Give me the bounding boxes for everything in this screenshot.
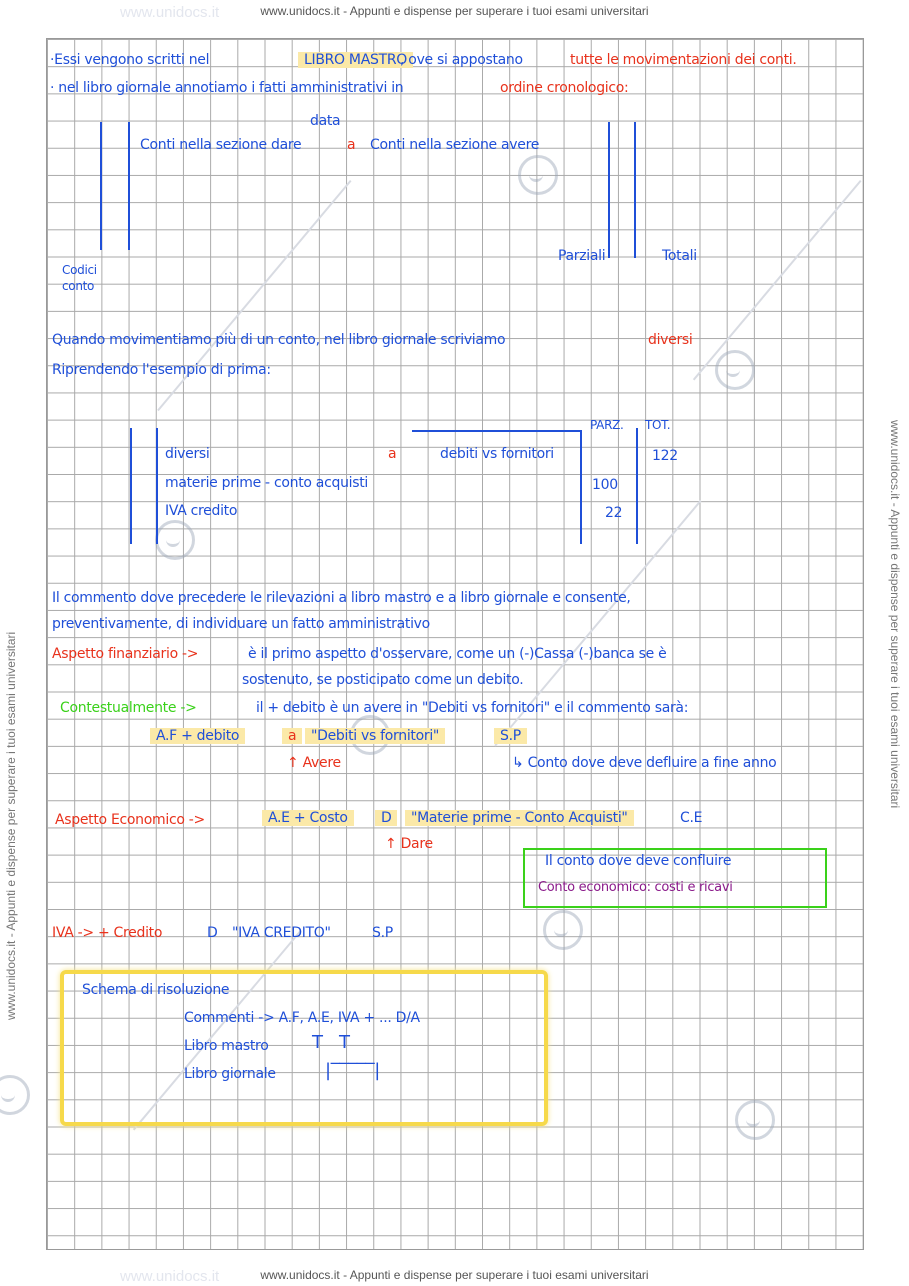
schema-vline xyxy=(100,122,102,250)
table-col-tot: TOT. xyxy=(645,418,671,432)
schema-title: Schema di risoluzione xyxy=(82,982,230,998)
ae-materie: "Materie prime - Conto Acquisti" xyxy=(405,810,634,826)
iva-line-a: IVA -> + Credito xyxy=(52,925,163,941)
table-row-tot: 122 xyxy=(652,448,678,464)
aspetto-finanziario-text: è il primo aspetto d'osservare, come un (-)Cassa (-)banca se è xyxy=(248,646,667,662)
ae-d: D xyxy=(375,810,397,826)
para1-diversi: diversi xyxy=(648,332,693,348)
ae-ce: C.E xyxy=(680,810,703,826)
avere-note: ↑ Avere xyxy=(287,755,341,771)
table-row-iva-val: 22 xyxy=(605,505,623,521)
schema-vline xyxy=(128,122,130,250)
conto-sp-note: ↳ Conto dove deve defluire a fine anno xyxy=(512,755,777,771)
giornale-frame-icon: |‾‾‾‾‾| xyxy=(325,1060,381,1081)
para2b-text: preventivamente, di individuare un fatto amministrativo xyxy=(52,616,430,632)
table-row-debiti: debiti vs fornitori xyxy=(440,446,554,462)
watermark-bottom: www.unidocs.it - Appunti e dispense per superare i tuoi esami universitari xyxy=(260,1268,649,1282)
af-a: a xyxy=(282,728,302,744)
ae-costo: A.E + Costo xyxy=(262,810,354,826)
schema-a-symbol: a xyxy=(347,137,356,153)
note-line1-libro-mastro: LIBRO MASTRO xyxy=(298,52,413,68)
af-debiti-vs: "Debiti vs fornitori" xyxy=(305,728,445,744)
af-sp: S.P xyxy=(494,728,527,744)
t-account-icon: T T xyxy=(312,1032,350,1053)
note-line1-d: tutte le movimentazioni dei conti. xyxy=(570,52,797,68)
table-row-materie: materie prime - conto acquisti xyxy=(165,475,369,491)
table-vline xyxy=(636,428,638,544)
schema-codici-conto: Codici conto xyxy=(62,263,97,293)
para2-text: Il commento dove precedere le rilevazioni a libro mastro e a libro giornale e consente, xyxy=(52,590,631,606)
watermark-ghost-bottom-left: www.unidocs.it xyxy=(120,1268,220,1285)
aspetto-finanziario: Aspetto finanziario -> xyxy=(52,646,199,662)
watermark-ghost-top-left: www.unidocs.it xyxy=(120,4,220,21)
schema-totali: Totali xyxy=(662,248,697,264)
schema-avere-text: Conti nella sezione avere xyxy=(370,137,540,153)
box-line2: Conto economico: costi e ricavi xyxy=(538,880,733,895)
schema-vline xyxy=(634,122,636,258)
note-line1-c: , ove si appostano xyxy=(400,52,523,68)
table-row-materie-val: 100 xyxy=(592,477,618,493)
iva-line-d: D xyxy=(207,925,218,941)
schema-commenti: Commenti -> A.F, A.E, IVA + ... D/A xyxy=(184,1010,420,1026)
table-vline xyxy=(156,428,158,544)
watermark-logo-icon xyxy=(715,350,755,390)
table-hline xyxy=(412,430,580,432)
watermark-logo-icon xyxy=(518,155,558,195)
dare-note: ↑ Dare xyxy=(385,836,433,852)
para1b-text: Riprendendo l'esempio di prima: xyxy=(52,362,271,378)
schema-data-label: data xyxy=(310,113,341,129)
note-line2-a: · nel libro giornale annotiamo i fatti amministrativi in xyxy=(50,80,404,96)
schema-libro-mastro: Libro mastro xyxy=(184,1038,269,1054)
table-row-a: a xyxy=(388,446,397,462)
schema-vline xyxy=(608,122,610,258)
schema-libro-giornale: Libro giornale xyxy=(184,1066,276,1082)
watermark-side-right: www.unidocs.it - Appunti e dispense per superare i tuoi esami universitari xyxy=(888,420,902,809)
aspetto-economico: Aspetto Economico -> xyxy=(55,812,205,828)
watermark-logo-icon xyxy=(155,520,195,560)
para1-text: Quando movimentiamo più di un conto, nel libro giornale scriviamo xyxy=(52,332,506,348)
table-row-iva: IVA credito xyxy=(165,503,238,519)
aspetto-finanziario-text2: sostenuto, se posticipato come un debito. xyxy=(242,672,524,688)
schema-dare-text: Conti nella sezione dare xyxy=(140,137,302,153)
note-line1-a: ·Essi vengono scritti nel xyxy=(50,52,210,68)
table-vline xyxy=(580,430,582,544)
watermark-side-left: www.unidocs.it - Appunti e dispense per superare i tuoi esami universitari xyxy=(4,631,18,1020)
contestualmente-text: il + debito è un avere in "Debiti vs fornitori" e il commento sarà: xyxy=(256,700,689,716)
table-vline xyxy=(130,428,132,544)
schema-parziali: Parziali xyxy=(558,248,606,264)
iva-line-sp: S.P xyxy=(372,925,393,941)
table-row-diversi: diversi xyxy=(165,446,210,462)
contestualmente: Contestualmente -> xyxy=(60,700,197,716)
box-line1: Il conto dove deve confluire xyxy=(545,853,732,869)
watermark-logo-icon xyxy=(0,1075,30,1115)
note-line2-b: ordine cronologico: xyxy=(500,80,629,96)
watermark-top: www.unidocs.it - Appunti e dispense per superare i tuoi esami universitari xyxy=(260,4,649,18)
watermark-logo-icon xyxy=(543,910,583,950)
table-col-parz: PARZ. xyxy=(590,418,624,432)
watermark-logo-icon xyxy=(735,1100,775,1140)
af-debito: A.F + debito xyxy=(150,728,245,744)
iva-line-credito: "IVA CREDITO" xyxy=(232,925,331,941)
